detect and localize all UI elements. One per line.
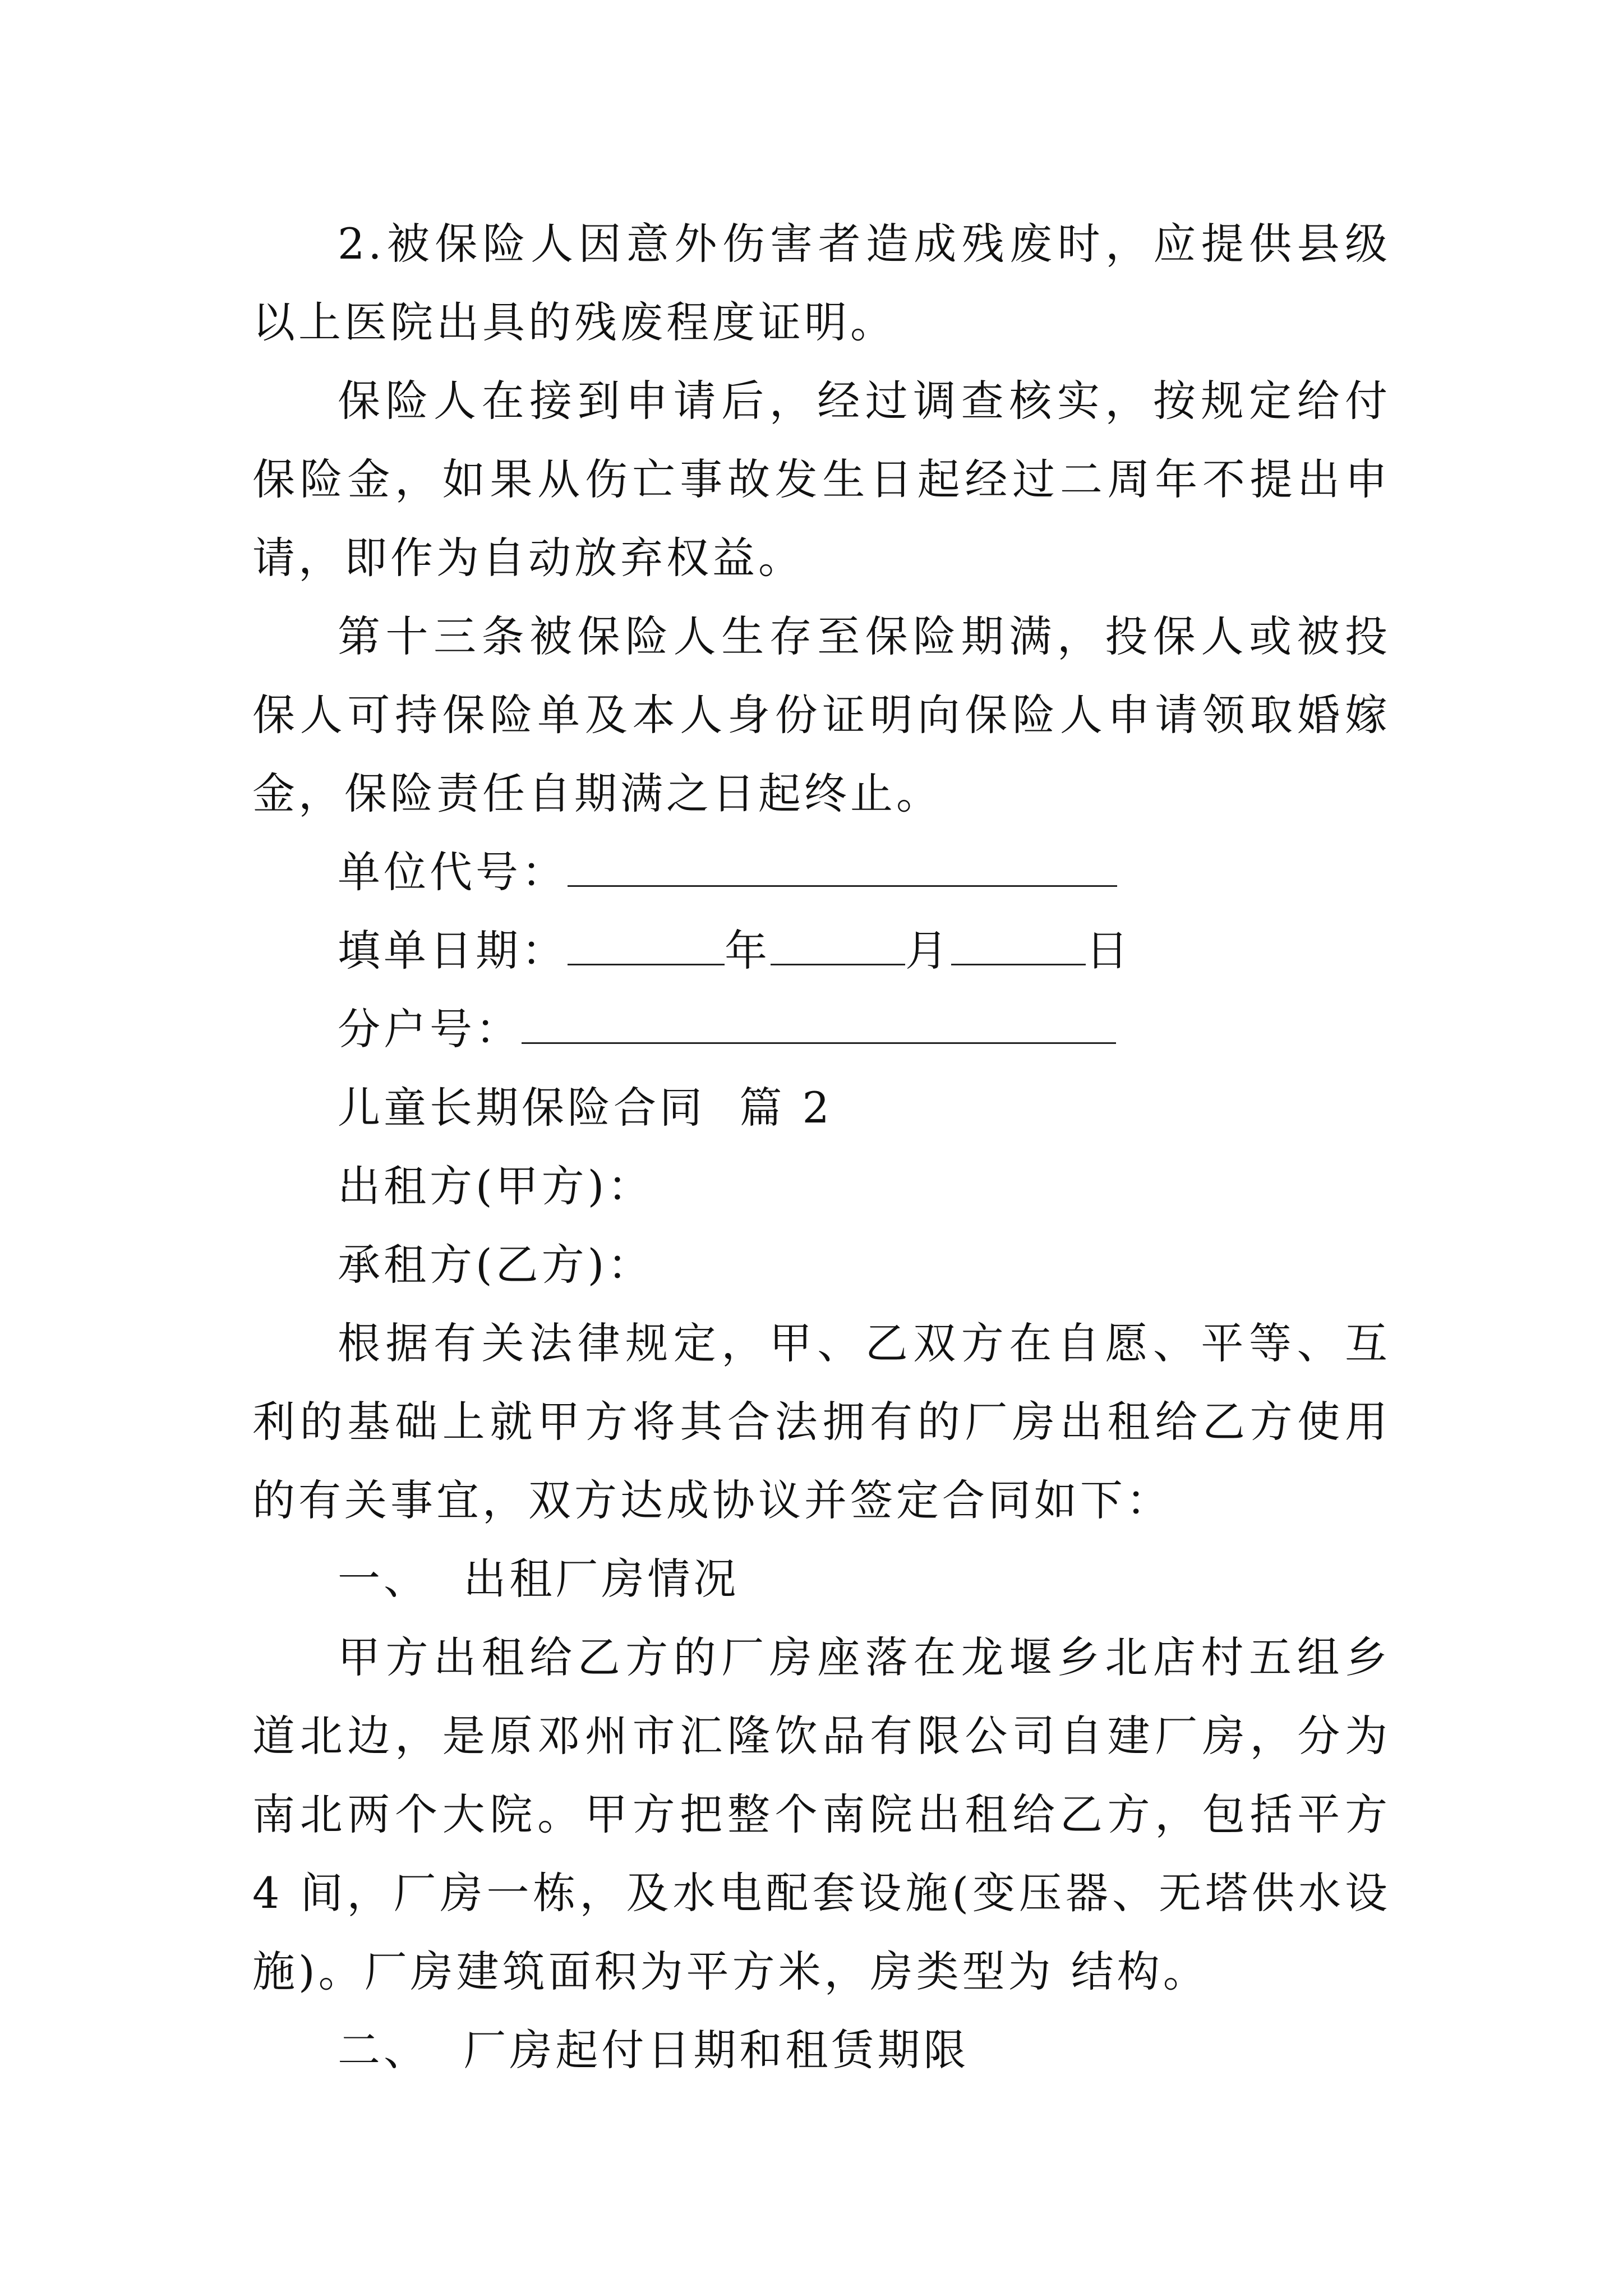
unit-code-blank <box>568 846 1117 887</box>
lessor-line: 出租方(甲方)： <box>338 1161 654 1211</box>
fill-date-label: 填单日期： <box>338 926 568 976</box>
lessee-line: 承租方(乙方)： <box>338 1240 654 1290</box>
fill-date-row <box>252 912 1391 990</box>
day-label: 日 <box>1086 926 1132 976</box>
year-label: 年 <box>725 926 771 976</box>
paragraph-factory-info: 甲方出租给乙方的厂房座落在龙堰乡北店村五组乡道北边，是原邓州市汇隆饮品有限公司自建厂房，分为南北两个大院。甲方把整个南院出租给乙方，包括平方 4 间，厂房一栋，及水电配套设施(变压器、无塔供水设施)。厂房建筑面积为平方米，房类型为 结构。 <box>252 1632 1391 1996</box>
heading-lease-term: 二、 厂房起付日期和租赁期限 <box>338 2025 970 2075</box>
paragraph-payment-review: 保险人在接到申请后，经过调查核实，按规定给付保险金，如果从伤亡事故发生日起经过二周年不提出申请，即作为自动放弃权益。 <box>252 376 1391 583</box>
unit-code-label: 单位代号： <box>338 847 568 897</box>
paragraph-article-13: 第十三条被保险人生存至保险期满，投保人或被投保人可持保险单及本人身份证明向保险人申请领取婚嫁金，保险责任自期满之日起终止。 <box>252 611 1391 818</box>
paragraph-disability-proof: 2.被保险人因意外伤害者造成残废时，应提供县级以上医院出具的残废程度证明。 <box>252 219 1391 347</box>
year-blank <box>568 924 725 965</box>
paragraph-intro: 根据有关法律规定，甲、乙双方在自愿、平等、互利的基础上就甲方将其合法拥有的厂房出租给乙方使用的有关事宜，双方达成协议并签定合同如下： <box>252 1318 1391 1525</box>
account-blank <box>522 1003 1116 1044</box>
heading-factory-info: 一、 出租厂房情况 <box>338 1554 740 1604</box>
account-label: 分户号： <box>338 1004 522 1054</box>
month-blank <box>771 924 905 965</box>
section-title: 儿童长期保险合同 篇 2 <box>338 1083 833 1133</box>
month-label: 月 <box>905 926 951 976</box>
unit-code-row <box>252 833 1391 912</box>
account-row <box>252 990 1391 1069</box>
document-body <box>252 205 1391 2090</box>
day-blank <box>951 924 1086 965</box>
